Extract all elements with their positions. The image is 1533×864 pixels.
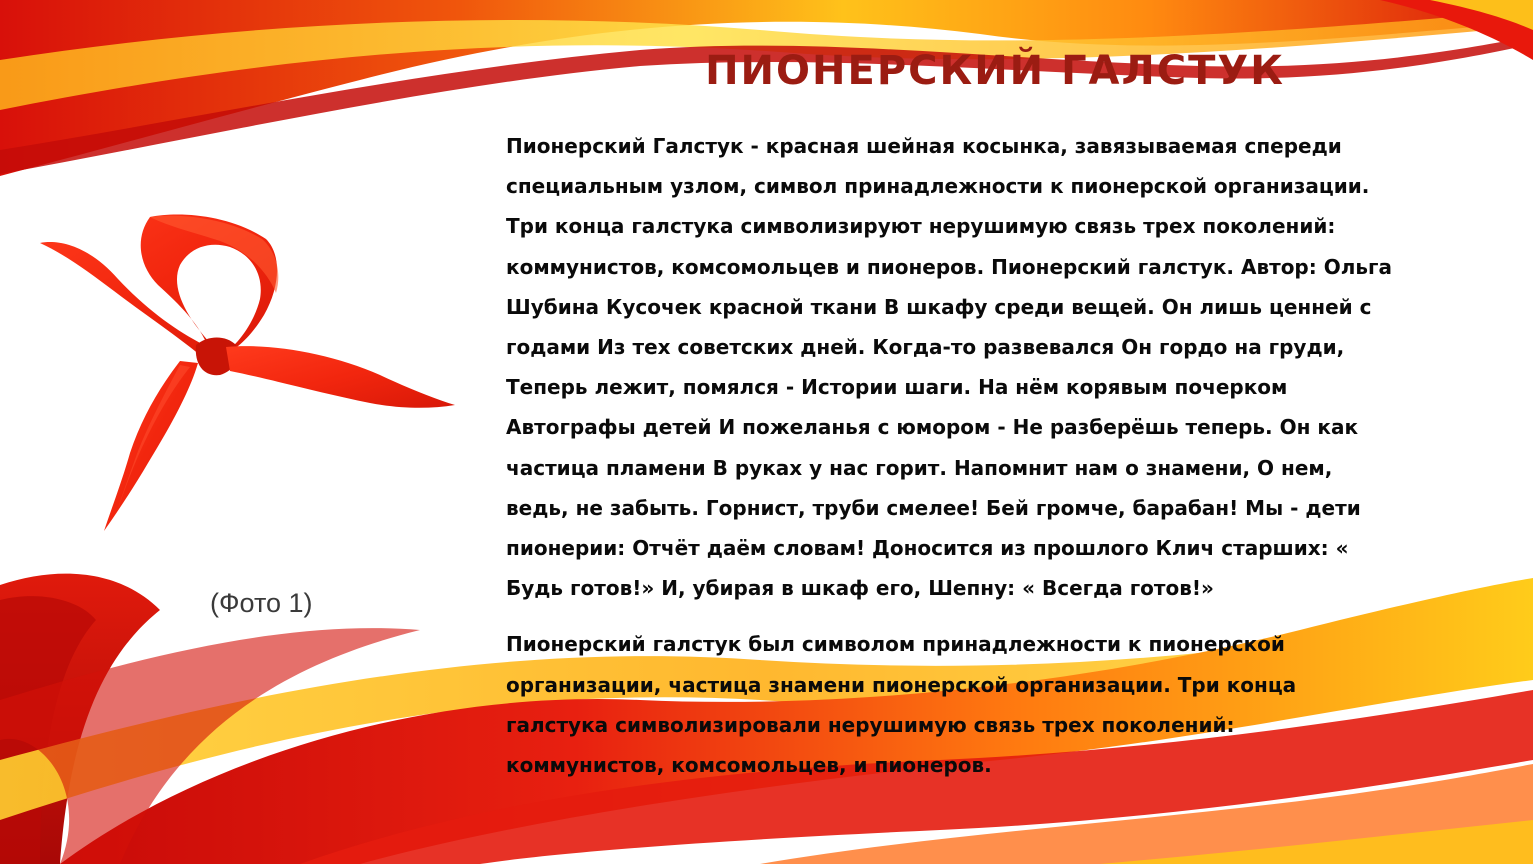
text-line: Пионерский галстук был символом принадлежности к пионерской — [506, 632, 1285, 657]
text-line: коммунистов, комсомольцев и пионеров. Пионерский галстук. Автор: Ольга — [506, 254, 1392, 279]
text-line: ведь, не забыть. Горнист, труби смелее! Бей громче, барабан! Мы - дети — [506, 495, 1361, 520]
text-line: специальным узлом, символ принадлежности к пионерской организации. — [506, 174, 1370, 199]
text-line: галстука символизировали нерушимую связь трех поколений: — [506, 712, 1235, 737]
text-line: Будь готов!» И, убирая в шкаф его, Шепну: « Всегда готов!» — [506, 576, 1214, 601]
text-line: Теперь лежит, помялся - Истории шаги. На нём корявым почерком — [506, 375, 1288, 400]
text-line: годами Из тех советских дней. Когда-то развевался Он гордо на груди, — [506, 335, 1345, 360]
text-line: Три конца галстука символизируют нерушимую связь трех поколений: — [506, 214, 1336, 239]
body-text — [506, 126, 1496, 785]
photo-caption: (Фото 1) — [210, 588, 313, 618]
text-line: коммунистов, комсомольцев, и пионеров. — [506, 753, 992, 778]
paragraph-summary — [506, 624, 1496, 785]
paragraph-description-poem — [506, 126, 1496, 608]
text-line: частица пламени В руках у нас горит. Напомнит нам о знамени, О нем, — [506, 455, 1333, 480]
text-line: Пионерский Галстук - красная шейная косынка, завязываемая спереди — [506, 134, 1342, 158]
text-line: Шубина Кусочек красной ткани В шкафу среди вещей. Он лишь ценней с — [506, 294, 1372, 319]
text-line: организации, частица знамени пионерской организации. Три конца — [506, 672, 1297, 697]
slide-title: ПИОНЕРСКИЙ ГАЛСТУК — [705, 48, 1285, 94]
text-line: пионерии: Отчёт даём словам! Доносится из прошлого Клич старших: « — [506, 536, 1349, 561]
red-pioneer-scarf-image — [30, 195, 470, 550]
text-line: Автографы детей И пожеланья с юмором - Не разберёшь теперь. Он как — [506, 415, 1359, 440]
